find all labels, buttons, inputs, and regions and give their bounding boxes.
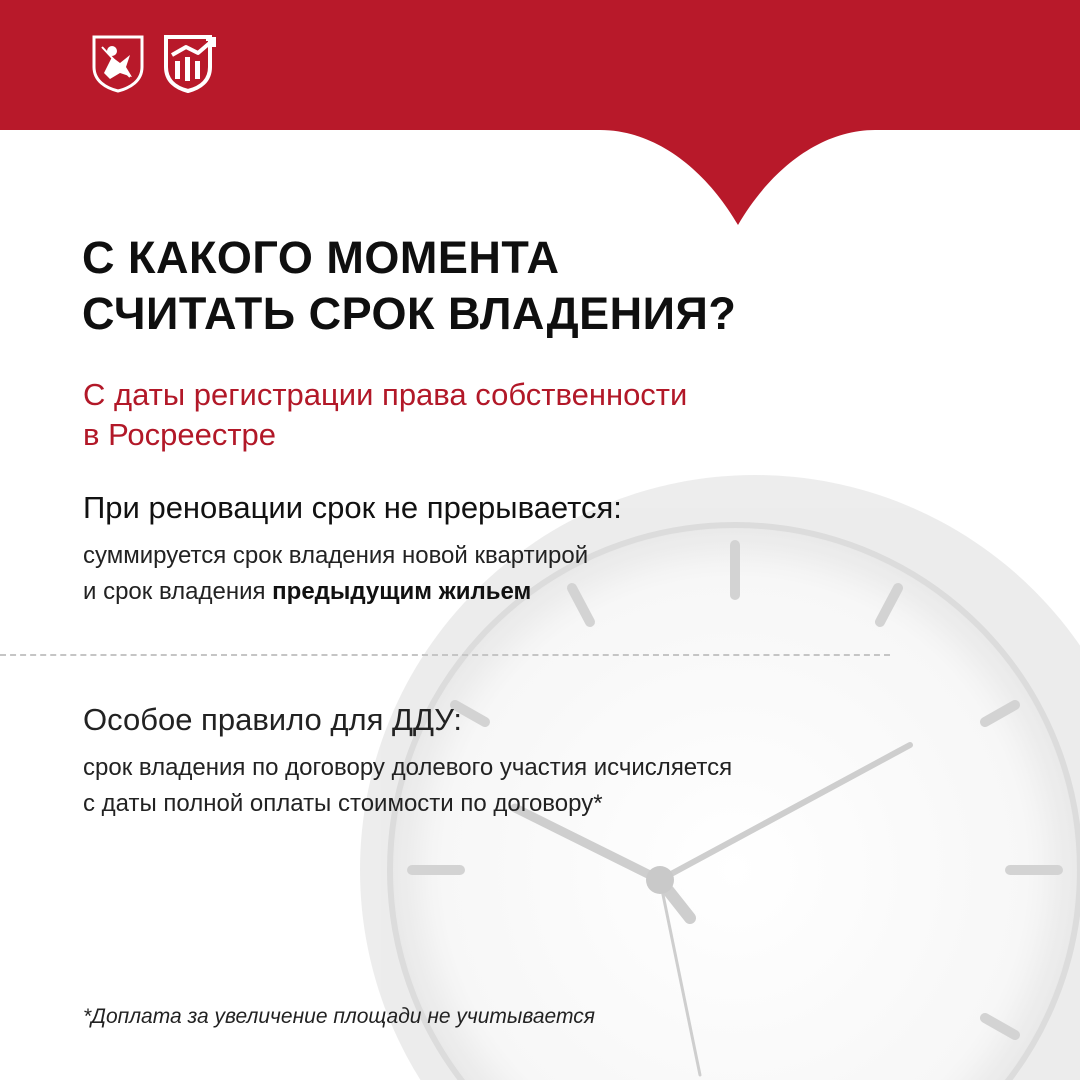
title-line-1: С КАКОГО МОМЕНТА: [82, 232, 560, 283]
renovation-line-2-prefix: и срок владения: [83, 578, 273, 605]
title-line-2: СЧИТАТЬ СРОК ВЛАДЕНИЯ?: [82, 288, 737, 339]
footnote: *Доплата за увеличение площади не учитывается: [83, 1005, 595, 1028]
answer-line-2: в Росреестре: [83, 417, 277, 452]
ddu-heading: Особое правило для ДДУ:: [83, 702, 462, 737]
dashed-divider: [0, 654, 890, 656]
renovation-line-2-bold: предыдущим жильем: [272, 578, 532, 605]
header-logos: [90, 33, 220, 93]
moscow-coat-of-arms-icon: [90, 33, 146, 93]
renovation-line-2: [83, 574, 588, 610]
answer-line-1: С даты регистрации права собственности: [83, 377, 688, 412]
department-emblem-icon: [162, 33, 218, 93]
answer-text: [83, 375, 687, 455]
ddu-line-1: срок владения по договору долевого участия исчисляется: [83, 754, 733, 781]
renovation-text: [83, 538, 588, 610]
ddu-line-2: с даты полной оплаты стоимости по договору*: [83, 790, 603, 817]
renovation-heading: При реновации срок не прерывается:: [83, 490, 622, 525]
renovation-line-1: суммируется срок владения новой квартирой: [83, 542, 589, 569]
ddu-text: [83, 750, 732, 822]
page-title: [82, 230, 736, 342]
